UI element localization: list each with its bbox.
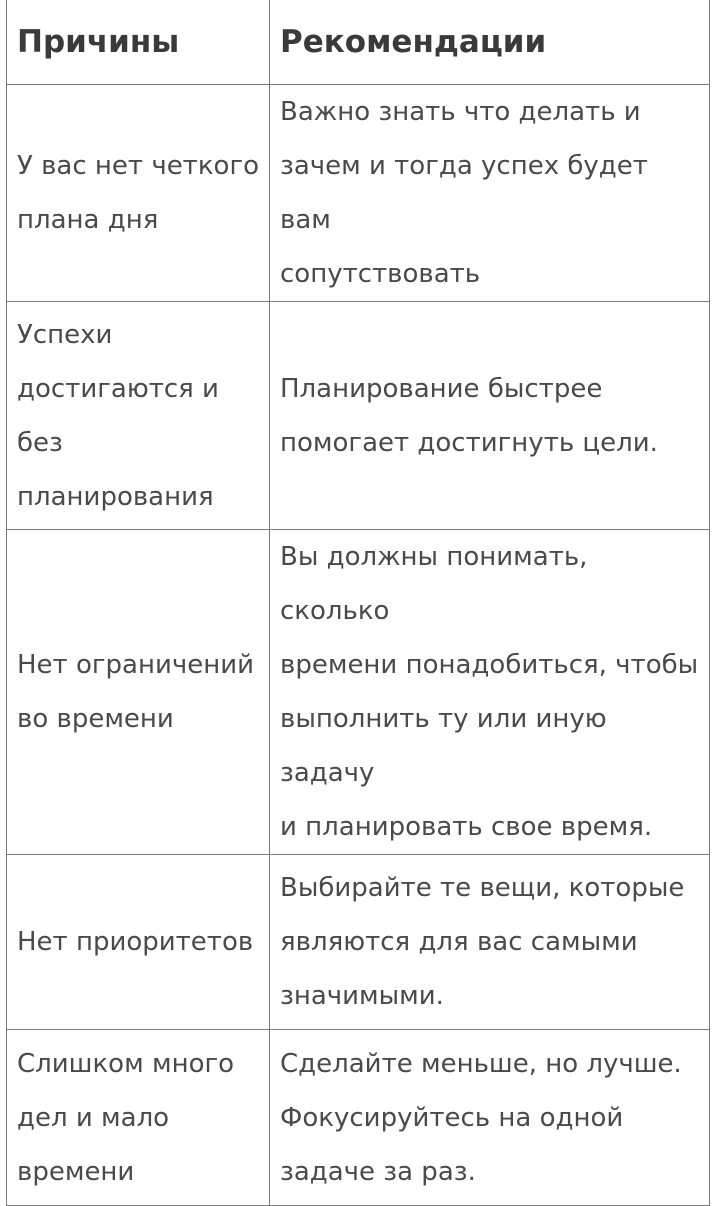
cause-cell — [7, 302, 270, 530]
table-row — [7, 855, 710, 1030]
causes-recommendations-table-container — [6, 0, 709, 1206]
recommendation-cell — [270, 1030, 710, 1206]
recommendation-cell — [270, 85, 710, 302]
cause-cell — [7, 85, 270, 302]
table-header-row — [7, 0, 710, 85]
header-causes: Причины — [7, 0, 270, 85]
cause-cell — [7, 530, 270, 855]
recommendation-text: Сделайте меньше, но лучше. Фокусируйтесь на одной задаче за раз. — [280, 1048, 682, 1187]
cause-text: Нет приоритетов — [17, 927, 254, 957]
recommendation-cell — [270, 302, 710, 530]
header-recommendations: Рекомендации — [270, 0, 710, 85]
recommendation-text: Важно знать что делать и зачем и тогда успех будет вам сопутствовать — [280, 97, 648, 289]
table-row — [7, 85, 710, 302]
cause-text: У вас нет четкого плана дня — [17, 151, 260, 235]
recommendation-text: Вы должны понимать, сколько времени понадобиться, чтобы выполнить ту или иную задачу и планировать свое время. — [280, 542, 699, 842]
recommendation-text: Выбирайте те вещи, которые являются для вас самыми значимыми. — [280, 873, 685, 1011]
causes-recommendations-table — [6, 0, 710, 1206]
recommendation-cell — [270, 855, 710, 1030]
cause-cell — [7, 855, 270, 1030]
recommendation-text: Планирование быстрее помогает достигнуть цели. — [280, 373, 658, 458]
cause-cell — [7, 1030, 270, 1206]
table-row — [7, 530, 710, 855]
cause-text: Успехи достигаются и без планирования — [17, 319, 219, 512]
cause-text: Слишком много дел и мало времени — [17, 1048, 235, 1187]
cause-text: Нет ограничений во времени — [17, 650, 255, 734]
table-row — [7, 302, 710, 530]
recommendation-cell — [270, 530, 710, 855]
table-row — [7, 1030, 710, 1206]
